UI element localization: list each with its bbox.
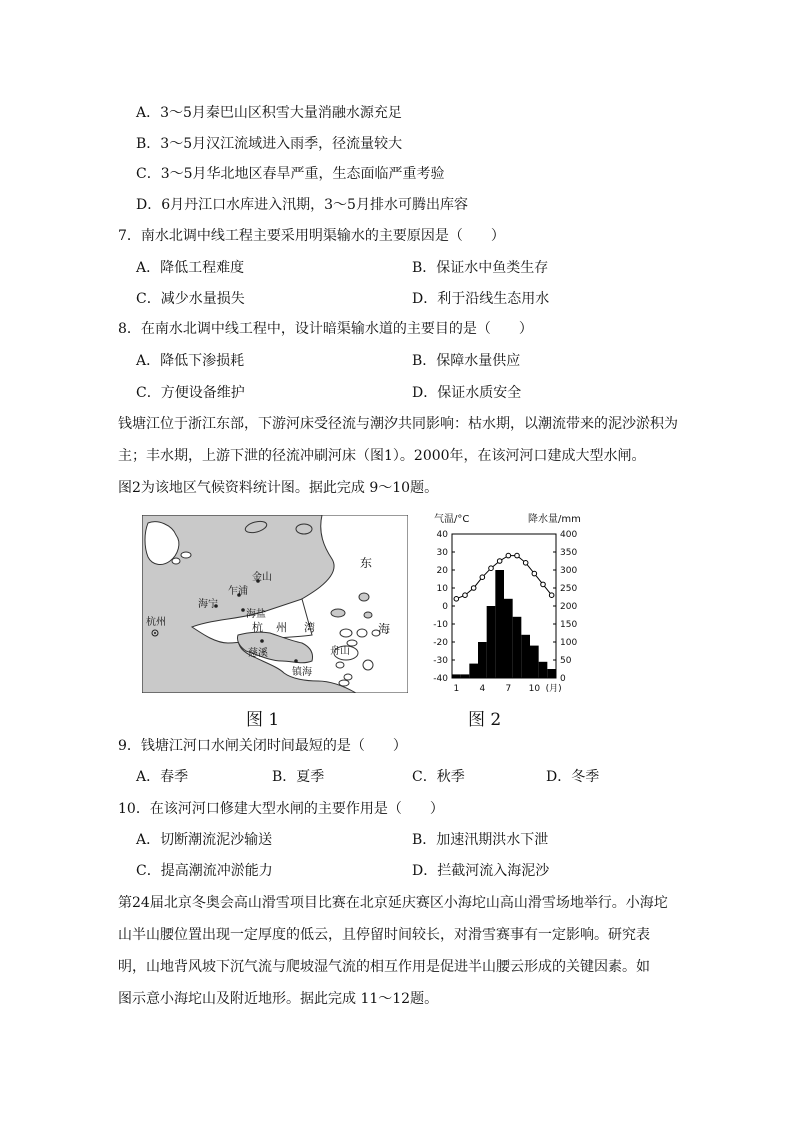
temperature-point-3 bbox=[471, 586, 476, 591]
temperature-point-7 bbox=[506, 553, 511, 558]
q7-option-c: C．减少水量损失 bbox=[136, 291, 245, 307]
left-axis-label: 气温/°C bbox=[434, 514, 470, 525]
label-hang: 杭 bbox=[252, 621, 263, 634]
right-tick-label: 50 bbox=[560, 656, 572, 666]
passage2-line4: 图示意小海坨山及附近地形。据此完成 11～12题。 bbox=[118, 991, 439, 1007]
precip-bar-3 bbox=[469, 664, 478, 678]
left-tick-label: 20 bbox=[436, 566, 448, 576]
temperature-point-2 bbox=[463, 593, 468, 598]
precip-bar-2 bbox=[461, 674, 470, 678]
label-dong: 东 bbox=[360, 556, 373, 570]
figure1-map bbox=[142, 515, 408, 693]
left-tick-label: 40 bbox=[436, 530, 448, 540]
q9-option-a: A．春季 bbox=[136, 769, 189, 785]
left-tick-label: 30 bbox=[436, 548, 448, 558]
x-tick-label: 4 bbox=[479, 684, 486, 694]
label-zhou: 州 bbox=[276, 621, 287, 634]
passage2-line2: 山半山腰位置出现一定厚度的低云，且停留时间较长，对滑雪赛事有一定影响。研究表 bbox=[118, 927, 650, 943]
precip-bar-5 bbox=[487, 606, 496, 678]
left-tick-label: 10 bbox=[436, 584, 448, 594]
x-tick-label: 10 bbox=[528, 684, 541, 694]
q7-option-a: A．降低工程难度 bbox=[136, 260, 245, 276]
right-tick-label: 300 bbox=[560, 566, 578, 576]
passage1-line3: 图2为该地区气候资料统计图。据此完成 9～10题。 bbox=[118, 480, 439, 496]
right-tick-label: 100 bbox=[560, 638, 578, 648]
precip-bar-10 bbox=[530, 646, 539, 678]
left-tick-label: -10 bbox=[433, 620, 448, 630]
right-tick-label: 150 bbox=[560, 620, 578, 630]
temperature-point-11 bbox=[541, 582, 546, 587]
q10-option-c: C．提高潮流冲淤能力 bbox=[136, 863, 273, 879]
q8-stem: 8．在南水北调中线工程中，设计暗渠输水道的主要目的是（ ） bbox=[118, 321, 533, 337]
right-tick-label: 0 bbox=[560, 674, 566, 684]
q8-option-b: B．保障水量供应 bbox=[412, 353, 521, 369]
temperature-point-1 bbox=[454, 597, 459, 602]
left-tick-label: -40 bbox=[433, 674, 448, 684]
precip-bar-8 bbox=[513, 617, 522, 678]
q6-option-d: D．6月丹江口水库进入汛期，3～5月排水可腾出库容 bbox=[136, 197, 468, 213]
q10-option-a: A．切断潮流泥沙输送 bbox=[136, 832, 273, 848]
right-axis-label: 降水量/mm bbox=[528, 514, 581, 525]
passage2-line3: 明，山地背风坡下沉气流与爬坡湿气流的相互作用是促进半山腰云形成的关键因素。如 bbox=[118, 959, 650, 975]
q10-option-d: D．拦截河流入海泥沙 bbox=[412, 863, 550, 879]
label-haining: 海宁 bbox=[198, 599, 218, 610]
temperature-point-8 bbox=[515, 553, 520, 558]
temperature-point-10 bbox=[532, 571, 537, 576]
figure2-caption: 图 2 bbox=[468, 710, 502, 730]
label-wan: 湾 bbox=[304, 621, 315, 634]
q8-option-c: C．方便设备维护 bbox=[136, 385, 245, 401]
temperature-point-9 bbox=[523, 561, 528, 566]
q9-stem: 9．钱塘江河口水闸关闭时间最短的是（ ） bbox=[118, 738, 407, 754]
left-tick-label: -20 bbox=[433, 638, 448, 648]
left-tick-label: -30 bbox=[433, 656, 448, 666]
q6-option-c: C．3～5月华北地区春旱严重，生态面临严重考验 bbox=[136, 166, 445, 182]
passage1-line1: 钱塘江位于浙江东部，下游河床受径流与潮汐共同影响：枯水期，以潮流带来的泥沙淤积为 bbox=[118, 416, 678, 432]
x-tick-label: 1 bbox=[453, 684, 460, 694]
x-unit-label: (月) bbox=[545, 684, 562, 694]
left-tick-label: 0 bbox=[442, 602, 448, 612]
precip-bar-9 bbox=[521, 635, 530, 678]
label-jinshan: 金山 bbox=[252, 572, 272, 583]
x-tick-label: 7 bbox=[505, 684, 512, 694]
q7-option-d: D．利于沿线生态用水 bbox=[412, 291, 550, 307]
label-haiyan: 海盐 bbox=[246, 609, 266, 620]
q9-option-c: C．秋季 bbox=[412, 769, 465, 785]
haiyan-dot bbox=[241, 608, 245, 612]
temperature-point-6 bbox=[497, 559, 502, 564]
right-tick-label: 200 bbox=[560, 602, 578, 612]
precip-bar-6 bbox=[495, 570, 504, 678]
q10-option-b: B．加速汛期洪水下泄 bbox=[412, 832, 549, 848]
precip-bar-7 bbox=[504, 599, 513, 678]
q8-option-a: A．降低下渗损耗 bbox=[136, 353, 245, 369]
passage1-line2: 主；丰水期，上游下泄的径流冲刷河床（图1）。2000年，在该河河口建成大型水闸。 bbox=[118, 448, 646, 464]
label-hai: 海 bbox=[378, 622, 391, 636]
precip-bar-4 bbox=[478, 642, 487, 678]
q10-stem: 10．在该河河口修建大型水闸的主要作用是（ ） bbox=[118, 801, 444, 817]
precip-bar-11 bbox=[539, 662, 548, 678]
passage2-line1: 第24届北京冬奥会高山滑雪项目比赛在北京延庆赛区小海坨山高山滑雪场地举行。小海坨 bbox=[118, 895, 668, 911]
figure1-caption: 图 1 bbox=[246, 710, 280, 730]
precip-bar-1 bbox=[452, 674, 461, 678]
q9-option-d: D．冬季 bbox=[546, 769, 600, 785]
zhenhai-dot bbox=[294, 659, 298, 663]
right-tick-label: 250 bbox=[560, 584, 578, 594]
figure2-climate-chart bbox=[424, 510, 594, 702]
temperature-point-12 bbox=[549, 593, 554, 598]
q9-option-b: B．夏季 bbox=[272, 769, 325, 785]
right-tick-label: 400 bbox=[560, 530, 578, 540]
precip-bar-12 bbox=[547, 669, 556, 678]
q6-option-a: A．3～5月秦巴山区积雪大量消融水源充足 bbox=[136, 105, 402, 121]
cixi-dot bbox=[260, 639, 264, 643]
temperature-point-4 bbox=[480, 575, 485, 580]
right-tick-label: 350 bbox=[560, 548, 578, 558]
q7-stem: 7．南水北调中线工程主要采用明渠输水的主要原因是（ ） bbox=[118, 228, 505, 244]
temperature-point-5 bbox=[489, 566, 494, 571]
q7-option-b: B．保证水中鱼类生存 bbox=[412, 260, 549, 276]
label-hangzhou: 杭州 bbox=[146, 617, 166, 628]
label-zhapu: 乍浦 bbox=[228, 586, 248, 597]
label-zhoushan: 舟山 bbox=[330, 646, 350, 657]
q8-option-d: D．保证水质安全 bbox=[412, 385, 522, 401]
label-zhenhai: 镇海 bbox=[292, 667, 312, 678]
q6-option-b: B．3～5月汉江流域进入雨季，径流量较大 bbox=[136, 136, 403, 152]
label-cixi: 慈溪 bbox=[248, 648, 268, 659]
